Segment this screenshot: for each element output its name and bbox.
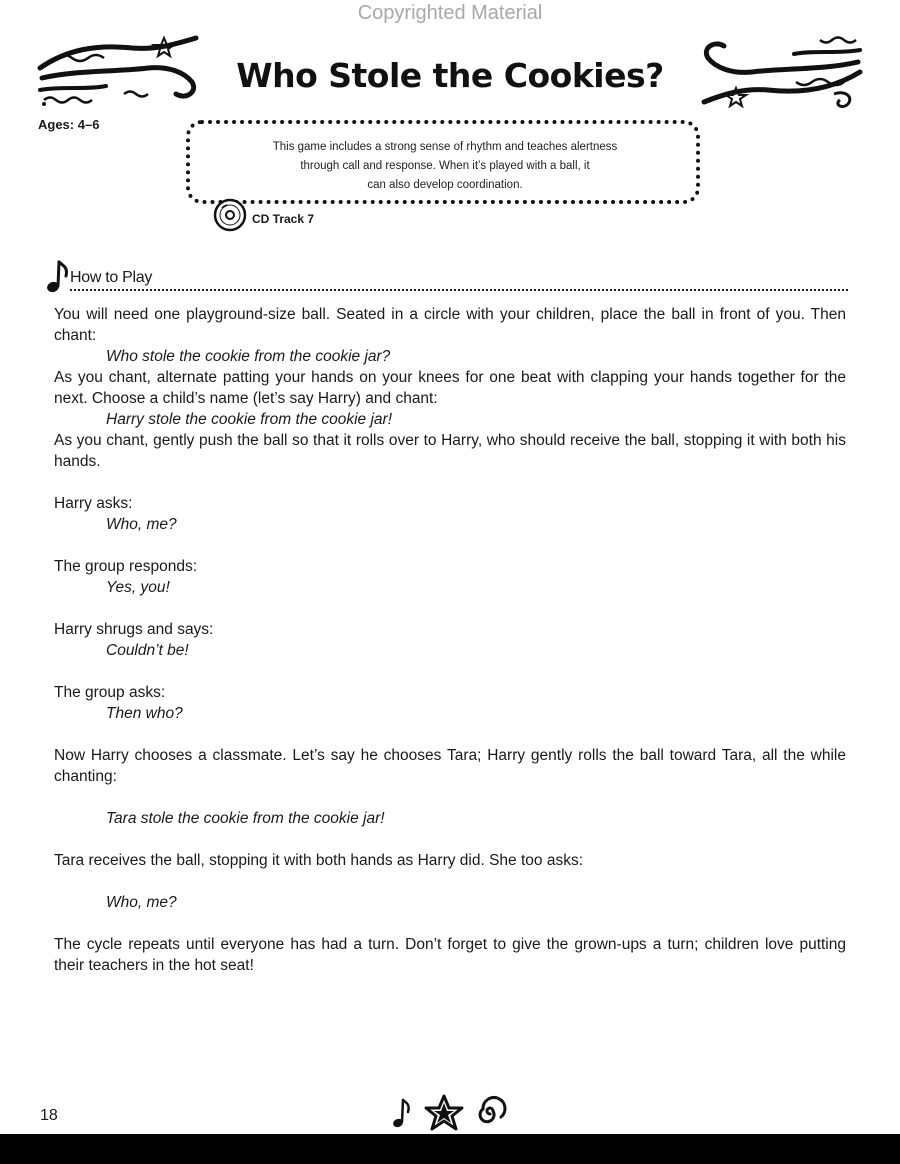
section-heading: How to Play — [70, 269, 153, 286]
page-number: 18 — [40, 1107, 58, 1124]
intro-box — [186, 120, 700, 204]
paragraph: The cycle repeats until everyone has had a turn. Don’t forget to give the grown-ups a turn; children love putting their teachers in the hot seat! — [54, 936, 846, 974]
footer-ornaments — [390, 1090, 510, 1134]
ages-label: Ages: 4–6 — [38, 117, 100, 132]
chant-line: Couldn’t be! — [106, 642, 189, 659]
chant-line: Harry stole the cookie from the cookie jar! — [106, 411, 393, 428]
intro-text — [210, 138, 680, 195]
dialogue-lead: The group responds: — [54, 558, 198, 575]
intro-line: can also develop coordination. — [367, 179, 523, 191]
spiral-icon — [480, 1098, 505, 1122]
copyright-watermark: Copyrighted Material — [357, 2, 543, 24]
instructions-body — [54, 304, 846, 976]
paragraph: Now Harry chooses a classmate. Let’s say he chooses Tara; Harry gently rolls the ball toward Tara, all the while chanting: — [54, 747, 846, 785]
music-note-icon — [44, 256, 72, 296]
chant-line: Who, me? — [106, 894, 177, 911]
dialogue-lead: Harry asks: — [54, 495, 133, 512]
paragraph: You will need one playground-size ball. Seated in a circle with your children, place the ball in front of you. Then chant: — [54, 306, 846, 344]
music-note-icon — [392, 1100, 409, 1128]
dialogue-lead: The group asks: — [54, 684, 166, 701]
star-icon — [426, 1096, 462, 1129]
paragraph: As you chant, alternate patting your hands on your knees for one beat with clapping your hands together for the next. Choose a child’s name (let’s say Harry) and chant: — [54, 369, 846, 407]
cd-track-label: CD Track 7 — [252, 212, 315, 226]
intro-line: This game includes a strong sense of rhythm and teaches alertness — [272, 141, 618, 153]
paragraph: Tara receives the ball, stopping it with both hands as Harry did. She too asks: — [54, 852, 584, 869]
heading-divider — [70, 289, 848, 291]
dialogue-lead: Harry shrugs and says: — [54, 621, 214, 638]
chant-line: Who, me? — [106, 516, 177, 533]
page-title: Who Stole the Cookies? — [236, 56, 664, 95]
paragraph: As you chant, gently push the ball so that it rolls over to Harry, who should receive the ball, stopping it with both his hands. — [54, 432, 846, 470]
chant-line: Tara stole the cookie from the cookie jar! — [106, 810, 385, 827]
chant-line: Who stole the cookie from the cookie jar? — [106, 348, 391, 365]
chant-line: Then who? — [106, 705, 183, 722]
chant-line: Yes, you! — [106, 579, 170, 596]
cd-icon — [213, 198, 247, 232]
intro-line: through call and response. When it’s played with a ball, it — [300, 160, 590, 172]
bottom-frame-bar — [0, 1134, 900, 1164]
